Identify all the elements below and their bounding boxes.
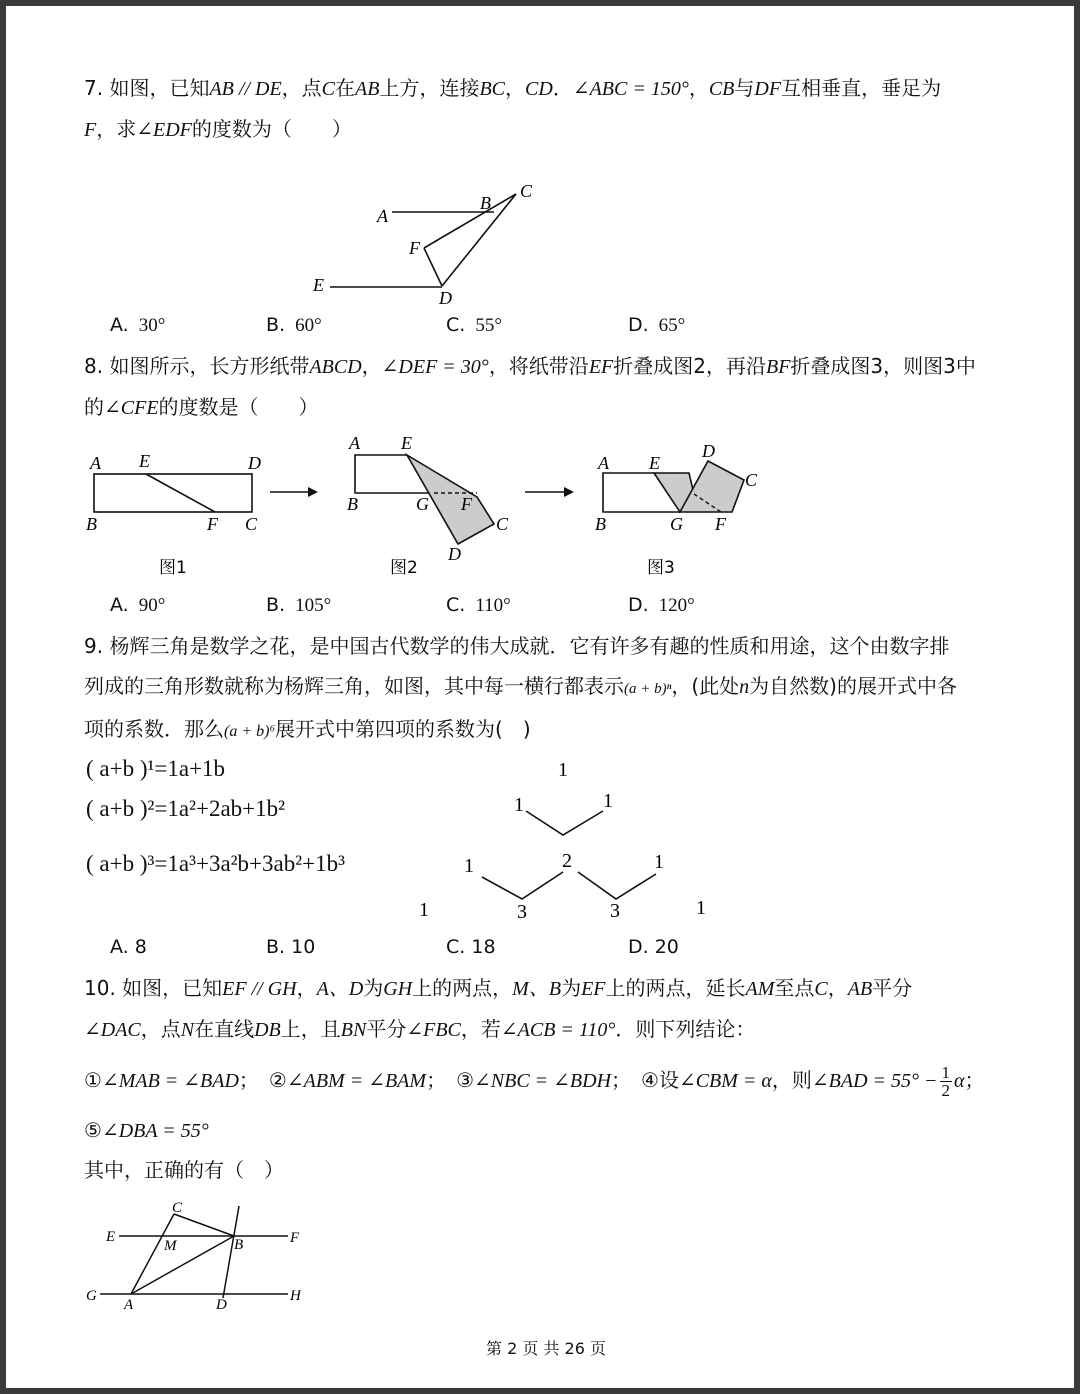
q9-formula-1: ( a+b )¹=1a+1b xyxy=(86,756,226,781)
q8-fig1-label-f: F xyxy=(207,514,218,534)
q10-label-m: M xyxy=(164,1238,177,1254)
q8-fig3-label-f: F xyxy=(715,514,726,534)
q8-text xyxy=(84,346,1014,428)
q9-yanghui-triangle xyxy=(406,751,726,926)
q10-label-h: H xyxy=(290,1288,301,1304)
q8-fig3-caption: 图3 xyxy=(647,558,675,578)
q10-label-d: D xyxy=(216,1297,227,1313)
page-footer: 第 2 页 共 26 页 xyxy=(486,1339,606,1358)
q9-option-a[interactable]: A. 8 xyxy=(110,936,147,958)
q8-fig3-label-c: C xyxy=(745,470,758,490)
q7-option-b[interactable]: B. 60° xyxy=(266,314,322,336)
q8-option-c[interactable]: C. 110° xyxy=(446,594,511,616)
q10-line2: ∠DAC，点N在直线DB上，且BN平分∠FBC，若∠ACB = 110°．则下列结论： xyxy=(84,1017,756,1041)
q8-fig1-caption: 图1 xyxy=(159,558,187,578)
q7-line-dc xyxy=(442,194,516,286)
q9-option-c[interactable]: C. 18 xyxy=(446,936,496,958)
q8-fig3 xyxy=(595,441,758,578)
q8-line2: 的∠CFE的度数是（ ） xyxy=(84,395,319,419)
q8-fig3-label-d: D xyxy=(702,441,715,461)
q9-option-d[interactable]: D. 20 xyxy=(628,936,679,958)
q9-formula-2: ( a+b )²=1a²+2ab+1b² xyxy=(86,796,286,821)
q8-fig2-label-b: B xyxy=(347,494,358,514)
arrow-icon xyxy=(525,487,574,497)
q8-fig2 xyxy=(347,433,509,578)
q8-fig2-label-e: E xyxy=(401,433,412,453)
q9-triangle-row3-2: 1 xyxy=(654,851,664,873)
q9-triangle-row4-1: 3 xyxy=(517,901,527,923)
q9-triangle-row4-2: 3 xyxy=(610,900,620,922)
q8-fig2-label-a: A xyxy=(349,433,360,453)
q9-option-b[interactable]: B. 10 xyxy=(266,936,316,958)
q7-line2: F，求∠EDF的度数为（ ） xyxy=(84,117,352,141)
q9-triangle-row4-3: 1 xyxy=(696,897,706,919)
q7-label-f: F xyxy=(409,238,420,258)
arrow-icon xyxy=(270,487,318,497)
q8-fig1-fold-line xyxy=(146,474,215,512)
q8-figures xyxy=(76,431,776,586)
q9-line3: 项的系数．那么(a + b)⁶展开式中第四项的系数为( ) xyxy=(84,717,531,741)
q9-line1: 9. 杨辉三角是数学之花，是中国古代数学的伟大成就．它有许多有趣的性质和用途，这个由数字排 xyxy=(84,634,950,658)
q9-triangle-row2-1: 1 xyxy=(603,790,613,812)
q10-label-e: E xyxy=(106,1229,116,1245)
q7-text xyxy=(84,68,1014,150)
q10-number: 10. xyxy=(84,976,116,1000)
q8-fig2-label-c: C xyxy=(496,514,509,534)
q9-connector-row3-right xyxy=(578,872,656,899)
q8-fig3-label-g: G xyxy=(670,514,683,534)
q9-options xyxy=(110,936,810,966)
q8-fig1-label-d: D xyxy=(248,453,261,473)
q8-option-b[interactable]: B. 105° xyxy=(266,594,332,616)
q8-fig1-label-e: E xyxy=(139,451,150,471)
q7-number: 7. xyxy=(84,76,104,100)
q8-line1: 8. 如图所示，长方形纸带ABCD，∠DEF = 30°，将纸带沿EF折叠成图2，再沿BF折叠成图3，则图3中 xyxy=(84,354,976,378)
q10-label-a: A xyxy=(124,1297,134,1313)
q7-label-b: B xyxy=(480,193,491,213)
q8-option-a[interactable]: A. 90° xyxy=(110,594,166,616)
q10-question-line: 其中，正确的有（ ） xyxy=(84,1158,284,1182)
fraction-one-half: $\frac{1}{2}$ xyxy=(941,1063,951,1100)
q7-option-d[interactable]: D. 65° xyxy=(628,314,686,336)
q10-label-g: G xyxy=(86,1288,97,1304)
q8-option-d[interactable]: D. 120° xyxy=(628,594,695,616)
q9-triangle-row4-0: 1 xyxy=(419,899,429,921)
q10-label-c: C xyxy=(172,1200,183,1216)
q10-label-b: B xyxy=(234,1237,244,1253)
q7-label-e: E xyxy=(313,275,324,295)
q10-statement-5: ⑤∠DBA = 55° xyxy=(84,1118,209,1142)
q8-fig2-label-g: G xyxy=(416,494,429,514)
q8-fig3-label-b: B xyxy=(595,514,606,534)
q9-triangle-row3-1: 2 xyxy=(562,850,572,872)
q10-statements-line: ①∠MAB = ∠BAD； ②∠ABM = ∠BAM； ③∠NBC = ∠BDH； ④设∠CBM = α，则∠BAD = 55° − $\frac{1}{2}$ α； xyxy=(84,1063,985,1100)
q10-label-f: F xyxy=(290,1230,300,1246)
q7-option-c[interactable]: C. 55° xyxy=(446,314,502,336)
q7-line1: 7. 如图，已知AB // DE，点C在AB上方，连接BC，CD．∠ABC = 150°，CB与DF互相垂直，垂足为 xyxy=(84,76,942,100)
q9-triangle-row1-0: 1 xyxy=(558,759,568,781)
q8-fig2-label-f: F xyxy=(461,494,472,514)
q9-connector-row3-left xyxy=(482,872,563,899)
q8-fig2-caption: 图2 xyxy=(390,558,418,578)
q7-line-fd xyxy=(424,248,442,286)
q7-label-a: A xyxy=(377,206,388,226)
q8-fig3-label-e: E xyxy=(649,453,660,473)
q9-formula-3: ( a+b )³=1a³+3a²b+3ab²+1b³ xyxy=(86,851,345,876)
q10-line-cb xyxy=(174,1214,234,1236)
q8-fig3-label-a: A xyxy=(598,453,609,473)
q10-figure xyxy=(76,1196,316,1316)
q8-fig1-label-a: A xyxy=(90,453,101,473)
q8-options xyxy=(110,594,810,624)
q8-fig1-label-c: C xyxy=(245,514,258,534)
q9-triangle-row3-0: 1 xyxy=(464,855,474,877)
q9-text xyxy=(84,626,1014,752)
q8-fig1 xyxy=(86,451,261,578)
q9-line2: 列成的三角形数就称为杨辉三角，如图，其中每一横行都表示(a + b)ⁿ，(此处n为自然数)的展开式中各 xyxy=(84,674,957,698)
q9-number: 9. xyxy=(84,634,104,658)
q7-figure xyxy=(306,176,546,311)
q7-label-c: C xyxy=(520,181,533,201)
q9-connector-row2 xyxy=(526,811,603,835)
q9-triangle-row2-0: 1 xyxy=(514,794,524,816)
q8-fig1-rect xyxy=(94,474,252,512)
q10-text xyxy=(84,968,1014,1050)
q8-fig2-label-d: D xyxy=(448,544,461,564)
q8-number: 8. xyxy=(84,354,104,378)
q8-fig1-label-b: B xyxy=(86,514,97,534)
q10-line1: 10. 如图，已知EF // GH，A、D为GH上的两点，M、B为EF上的两点，延长AM至点C，AB平分 xyxy=(84,976,913,1000)
q7-options xyxy=(110,314,810,344)
q7-option-a[interactable]: A. 30° xyxy=(110,314,166,336)
q7-label-d: D xyxy=(439,288,452,308)
q7-line-fc xyxy=(424,194,516,248)
